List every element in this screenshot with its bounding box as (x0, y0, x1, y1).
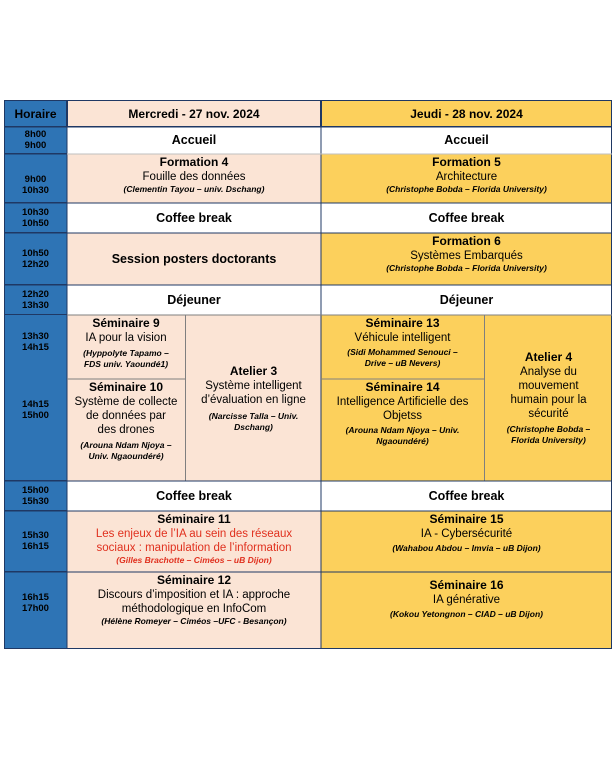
session-title: Séminaire 13 (365, 316, 440, 330)
thu-lunch (321, 285, 612, 315)
time-end: 13h30 (22, 299, 49, 311)
header-day-wednesday (67, 100, 321, 127)
time-slot-7 (4, 379, 67, 481)
coffee-break-label: Coffee break (156, 210, 232, 225)
header-horaire-label: Horaire (14, 106, 57, 121)
session-speaker: (Christophe Bobda – (506, 424, 591, 434)
thu-seminaire-13 (321, 315, 484, 379)
wed-seminaire-9 (67, 315, 185, 379)
session-speaker: (Wahabou Abdou – Imvia – uB Dijon) (392, 543, 541, 553)
thu-atelier-4 (484, 315, 612, 481)
session-subject: Système intelligent (205, 379, 302, 392)
session-speaker: (Gilles Brachotte – Ciméos – uB Dijon) (116, 555, 272, 565)
wed-accueil (67, 127, 321, 154)
time-slot-4 (4, 233, 67, 285)
coffee-break-label: Coffee break (428, 210, 505, 225)
session-subject-line-3: humain pour la (510, 394, 587, 406)
time-start: 15h00 (22, 484, 49, 496)
time-slot-6 (4, 315, 67, 379)
time-end: 16h15 (22, 541, 49, 552)
time-slot-10 (4, 572, 67, 649)
thu-seminaire-16 (321, 572, 612, 649)
session-subject: Analyse du (520, 366, 577, 378)
session-title: Séminaire 11 (157, 512, 231, 526)
time-start: 12h20 (22, 288, 49, 300)
session-title: Séminaire 16 (429, 578, 504, 592)
session-title: Formation 6 (432, 234, 501, 248)
session-speaker: (Christophe Bobda – Florida University) (386, 184, 547, 194)
time-slot-3 (4, 203, 67, 233)
session-title: Formation 4 (159, 155, 229, 169)
wed-formation-4 (67, 154, 321, 203)
session-subject-line-2: mouvement (518, 380, 579, 392)
session-title: Formation 5 (432, 155, 501, 169)
session-subject: IA générative (432, 594, 501, 606)
session-title: Séminaire 9 (92, 316, 160, 330)
wed-seminaire-10 (67, 379, 185, 481)
time-start: 10h50 (22, 247, 49, 259)
session-speaker: (Clementin Tayou – univ. Dschang) (123, 184, 265, 194)
time-start: 8h00 (24, 129, 47, 140)
session-subject-line-2: méthodologique en InfoCom (121, 603, 267, 615)
coffee-break-label: Coffee break (428, 488, 505, 503)
thu-formation-5 (321, 154, 612, 203)
session-speaker: (Sidi Mohammed Senouci – (347, 347, 458, 357)
lunch-label: Déjeuner (167, 292, 221, 307)
session-subject-line-4: sécurité (528, 408, 569, 420)
session-title: Séminaire 15 (429, 512, 504, 526)
session-speaker: (Arouna Ndam Njoya – (80, 440, 172, 450)
session-speaker-line-2: FDS univ. Yaoundé1) (83, 359, 169, 369)
session-speaker-line-2: Dschang) (234, 421, 273, 432)
time-start: 13h30 (22, 331, 49, 342)
coffee-break-label: Coffee break (156, 488, 232, 503)
session-subject: Véhicule intelligent (354, 332, 451, 344)
time-slot-1 (4, 127, 67, 154)
session-subject-line-2: d’évaluation en ligne (201, 393, 306, 406)
time-end: 9h00 (24, 140, 47, 151)
thu-seminaire-14 (321, 379, 484, 481)
time-start: 15h30 (22, 530, 49, 541)
session-speaker-line-2: Univ. Ngaoundéré) (88, 451, 164, 461)
wed-coffee-break-1 (67, 203, 321, 233)
time-end: 15h00 (22, 410, 49, 421)
header-day-thursday-label: Jeudi - 28 nov. 2024 (410, 106, 523, 121)
session-title: Séminaire 12 (156, 573, 232, 587)
thu-seminaire-15 (321, 511, 612, 572)
time-start: 10h30 (22, 206, 49, 218)
time-end: 10h30 (22, 185, 49, 196)
lunch-label: Déjeuner (439, 292, 494, 307)
session-title: Atelier 4 (524, 350, 573, 364)
session-subject: Systèmes Embarqués (410, 250, 523, 262)
header-day-thursday (321, 100, 612, 127)
session-speaker: (Christophe Bobda – Florida University) (386, 263, 547, 273)
time-end: 17h00 (22, 603, 49, 614)
wed-accueil-label: Accueil (171, 133, 217, 147)
session-subject-line-2: Objetss (383, 410, 422, 422)
wed-seminaire-11 (67, 511, 321, 572)
thu-coffee-break-2 (321, 481, 612, 511)
session-speaker-line-2: Florida University) (511, 435, 586, 445)
time-end: 12h20 (22, 258, 49, 270)
session-subject: Architecture (435, 171, 498, 183)
time-slot-5 (4, 285, 67, 315)
session-subject: IA - Cybersécurité (420, 528, 513, 540)
session-speaker: (Arouna Ndam Njoya – Univ. (345, 425, 460, 435)
posters-label: Session posters doctorants (111, 251, 277, 266)
session-title: Atelier 3 (229, 363, 278, 378)
session-speaker-line-2: Ngaoundéré) (376, 436, 429, 446)
session-subject: Intelligence Artificielle des (336, 396, 469, 408)
session-title: Séminaire 14 (365, 380, 440, 394)
session-title: Séminaire 10 (88, 380, 164, 394)
wed-atelier-3 (185, 315, 321, 481)
thu-formation-6 (321, 233, 612, 285)
session-subject: Discours d’imposition et IA : approche (97, 589, 291, 601)
session-speaker: (Narcisse Talla – Univ. (208, 410, 299, 421)
thu-coffee-break-1 (321, 203, 612, 233)
time-start: 16h15 (22, 592, 49, 603)
session-subject-line-2: sociaux : manipulation de l’information (96, 542, 292, 554)
time-end: 10h50 (22, 217, 49, 229)
time-end: 14h15 (22, 342, 49, 353)
header-day-wednesday-label: Mercredi - 27 nov. 2024 (128, 106, 260, 121)
time-slot-8 (4, 481, 67, 511)
time-slot-9 (4, 511, 67, 572)
session-subject: IA pour la vision (85, 332, 167, 344)
session-subject: Les enjeux de l’IA au sein des réseaux (95, 528, 293, 540)
session-speaker: (Kokou Yetongnon – CIAD – uB Dijon) (390, 609, 543, 619)
session-subject: Fouille des données (142, 171, 246, 183)
header-horaire (4, 100, 67, 127)
wed-seminaire-12 (67, 572, 321, 649)
session-subject-line-2: de données par (86, 410, 166, 422)
wed-posters-session (67, 233, 321, 285)
thu-accueil-label: Accueil (444, 133, 489, 147)
session-subject: Système de collecte (74, 396, 178, 408)
session-speaker: (Hélène Romeyer – Ciméos –UFC - Besançon) (101, 616, 287, 626)
session-speaker-line-2: Drive – uB Nevers) (364, 358, 441, 368)
time-start: 14h15 (22, 399, 49, 410)
thu-accueil (321, 127, 612, 154)
time-start: 9h00 (24, 174, 47, 185)
time-slot-2 (4, 154, 67, 203)
session-subject-line-3: des drones (97, 424, 155, 436)
time-end: 15h30 (22, 495, 49, 507)
session-speaker: (Hyppolyte Tapamo – (83, 348, 169, 358)
schedule-table (4, 100, 612, 649)
wed-lunch (67, 285, 321, 315)
wed-coffee-break-2 (67, 481, 321, 511)
